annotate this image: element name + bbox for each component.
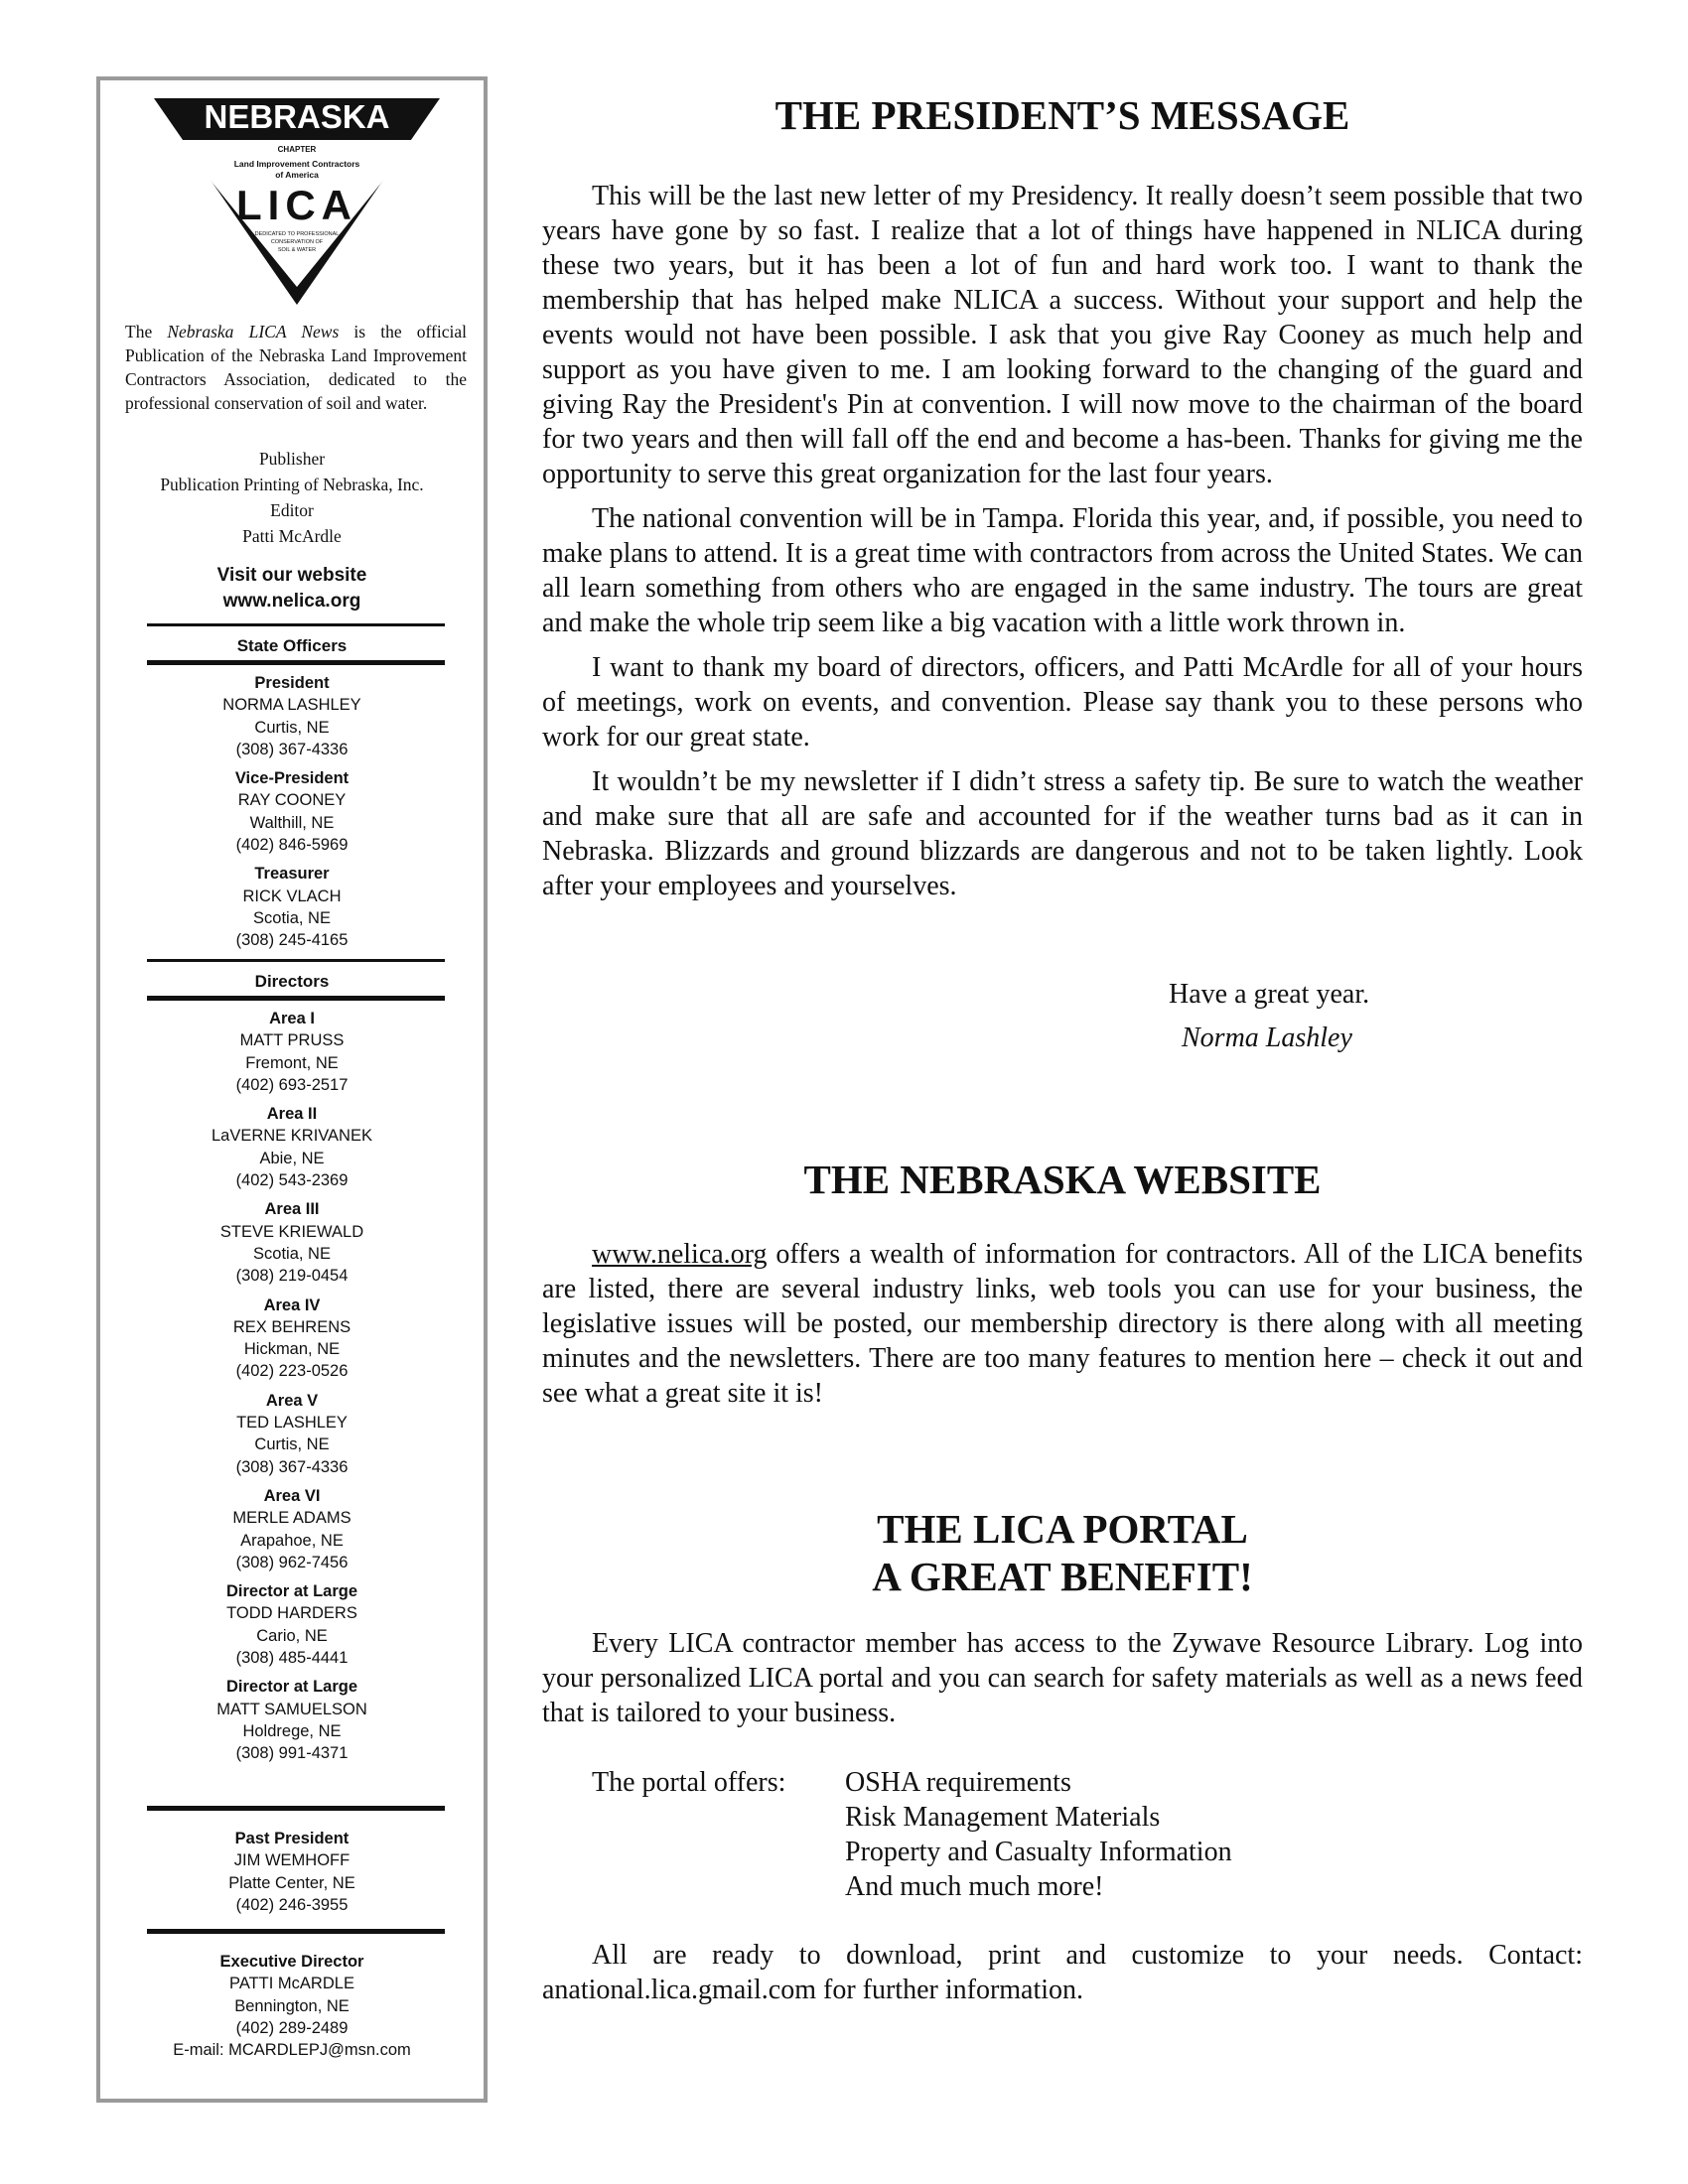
officer-name: REX BEHRENS: [232, 1317, 352, 1336]
past-president-city: Platte Center, NE: [228, 1873, 355, 1892]
divider: [147, 996, 445, 1001]
divider: [147, 1806, 445, 1811]
logo-motto-line2: CONSERVATION OF: [270, 239, 324, 245]
website-link[interactable]: www.nelica.org: [592, 1239, 768, 1270]
nebraska-lica-logo: [148, 92, 446, 313]
portal-closing: [542, 1938, 1583, 2017]
officer-role: Area IV: [263, 1296, 321, 1314]
officer-city: Curtis, NE: [254, 718, 330, 737]
officer-phone: (402) 693-2517: [235, 1075, 349, 1094]
sidebar: [96, 76, 488, 2103]
logo-motto-line3: SOIL & WATER: [277, 247, 317, 253]
executive-director-phone: (402) 289-2489: [235, 2018, 349, 2037]
editor-label: Editor: [270, 500, 314, 520]
past-president-name: JIM WEMHOFF: [233, 1851, 351, 1870]
officer-name: TODD HARDERS: [226, 1604, 357, 1623]
officer-phone: (308) 367-4336: [235, 740, 349, 758]
officer-entry: [100, 1198, 484, 1287]
website-description: offers a wealth of information for contractors. All of the LICA benefits are listed, there are several industry links, web tools you can use for your business, the legislative issues will be posted, our membership directory is there along with all meeting minutes and the newsletters. There are too many features to mention here – check it out and see what a great site it is!: [542, 1239, 1583, 1409]
website-section-title: THE NEBRASKA WEBSITE: [803, 1157, 1322, 1202]
logo-chapter: CHAPTER: [277, 145, 317, 154]
executive-director-city: Bennington, NE: [234, 1996, 350, 2015]
logo-motto-line1: DEDICATED TO PROFESSIONAL: [254, 231, 340, 237]
officer-city: Holdrege, NE: [242, 1721, 342, 1740]
directors-list: [100, 1008, 484, 1772]
publisher-block: [100, 446, 484, 549]
website-block: [100, 563, 484, 614]
executive-director-name: PATTI McARDLE: [229, 1975, 354, 1993]
officer-entry: [100, 767, 484, 856]
officer-name: MERLE ADAMS: [232, 1509, 352, 1528]
officer-phone: (308) 367-4336: [235, 1457, 349, 1476]
portal-title-line1: THE LICA PORTAL: [877, 1506, 1248, 1552]
officer-role: Area I: [269, 1010, 315, 1027]
website-section-body: [542, 1237, 1583, 1421]
officer-phone: (308) 245-4165: [235, 931, 349, 950]
publication-intro: [125, 320, 467, 415]
officer-entry: [100, 1390, 484, 1478]
list-item: Risk Management Materials: [845, 1802, 1161, 1833]
paragraph: All are ready to download, print and customize to your needs. Contact: anational.lica.gmail.com for further information.: [542, 1940, 1583, 2005]
logo-title: NEBRASKA: [204, 98, 390, 135]
executive-director-block: [100, 1951, 484, 2061]
state-officers-list: [100, 672, 484, 959]
officer-role: Area VI: [263, 1486, 321, 1505]
officer-name: LaVERNE KRIVANEK: [211, 1127, 372, 1146]
publisher-label: Publisher: [258, 449, 326, 469]
officer-phone: (402) 846-5969: [235, 836, 349, 855]
paragraph: I want to thank my board of directors, officers, and Patti McArdle for all of your hours of meetings, work on events, and convention. Please say thank you to these persons who work for our great state.: [542, 652, 1583, 752]
divider: [147, 959, 445, 962]
executive-director-email[interactable]: E-mail: MCARDLEPJ@msn.com: [173, 2041, 411, 2060]
officer-role: Area II: [266, 1105, 318, 1124]
officer-phone: (402) 543-2369: [235, 1171, 349, 1190]
officer-name: STEVE KRIEWALD: [219, 1222, 364, 1241]
officer-city: Walthill, NE: [249, 813, 335, 832]
officer-role: Area III: [264, 1200, 320, 1219]
signature: Norma Lashley: [1182, 1023, 1352, 1053]
portal-intro: [542, 1626, 1583, 1740]
officer-city: Scotia, NE: [253, 1244, 331, 1263]
officer-role: Vice-President: [234, 769, 350, 788]
officer-role: President: [254, 674, 330, 692]
president-message-body: [542, 179, 1583, 913]
officer-entry: [100, 1485, 484, 1573]
officer-entry: [100, 1295, 484, 1383]
officer-entry: [100, 1676, 484, 1764]
paragraph: This will be the last new letter of my Presidency. It really doesn’t seem possible that two years have gone by so fast. I realize that a lot of things have happened in NLICA during these two years, but it has been a lot of fun and hard work too. I want to thank the membership that has helped make NLICA a success. Without your support and help the events would not have been possible. I ask that you give Ray Cooney as much help and support as you have given to me. I am looking forward to the changing of the guard and giving Ray the President's Pin at convention. I will now move to the chairman of the board for two years and then will fall off the end and become a has-been. Thanks for giving me the opportunity to serve this great organization for the last four years.: [542, 181, 1583, 489]
paragraph: The national convention will be in Tampa. Florida this year, and, if possible, you need to make plans to attend. It is a great time with contractors from across the United States. We can all learn something from others who are engaged in the same industry. The tours are great and make the whole trip seem like a big vacation with a little work thrown in.: [542, 503, 1583, 638]
officer-phone: (308) 962-7456: [235, 1553, 349, 1571]
officer-entry: [100, 1580, 484, 1669]
officer-role: Director at Large: [225, 1678, 358, 1697]
officer-entry: [100, 1008, 484, 1096]
divider: [147, 1929, 445, 1934]
offers-label: The portal offers:: [592, 1767, 786, 1798]
state-officers-title: State Officers: [236, 636, 348, 655]
divider: [147, 660, 445, 665]
signoff: [1169, 973, 1369, 1060]
past-president-role: Past President: [234, 1830, 350, 1847]
officer-city: Curtis, NE: [254, 1435, 330, 1454]
publisher-name: Publication Printing of Nebraska, Inc.: [160, 475, 424, 494]
officer-phone: (308) 485-4441: [235, 1649, 349, 1668]
editor-name: Patti McArdle: [242, 526, 342, 546]
officer-phone: (308) 219-0454: [235, 1267, 349, 1286]
officer-city: Scotia, NE: [253, 908, 331, 927]
publication-name: Nebraska LICA News: [167, 322, 340, 341]
officer-city: Abie, NE: [259, 1149, 325, 1167]
officer-phone: (402) 223-0526: [235, 1362, 349, 1381]
executive-director-role: Executive Director: [219, 1953, 364, 1971]
officer-city: Fremont, NE: [245, 1053, 339, 1072]
closing-line: Have a great year.: [1169, 979, 1370, 1010]
offers-list: [845, 1765, 1232, 1904]
list-item: OSHA requirements: [845, 1767, 1071, 1798]
logo-org-line2: of America: [275, 170, 319, 180]
logo-org-line1: Land Improvement Contractors: [233, 159, 360, 169]
list-item: Property and Casualty Information: [845, 1837, 1232, 1867]
website-link[interactable]: www.nelica.org: [222, 591, 361, 612]
officer-role: Area V: [265, 1391, 319, 1410]
officer-name: TED LASHLEY: [236, 1414, 348, 1433]
officer-city: Cario, NE: [256, 1626, 328, 1645]
officer-entry: [100, 1103, 484, 1191]
officer-phone: (308) 991-4371: [235, 1744, 349, 1763]
officer-city: Hickman, NE: [243, 1340, 341, 1359]
intro-text: is the official Publication of the Nebraska Land Improvement Contractors Association, dedicated to the professional conservation of soil and water.: [125, 322, 467, 413]
visit-website-label: Visit our website: [216, 565, 367, 586]
divider: [147, 623, 445, 626]
intro-prefix: The: [125, 322, 168, 341]
officer-entry: [100, 863, 484, 951]
directors-title: Directors: [254, 972, 330, 991]
logo-acronym: LICA: [236, 182, 357, 228]
paragraph: Every LICA contractor member has access to the Zywave Resource Library. Log into your personalized LICA portal and you can search for safety materials as well as a news feed that is tailored to your business.: [542, 1628, 1583, 1728]
portal-title-line2: A GREAT BENEFIT!: [872, 1554, 1253, 1599]
officer-name: MATT SAMUELSON: [216, 1700, 367, 1718]
paragraph: It wouldn’t be my newsletter if I didn’t stress a safety tip. Be sure to watch the weather and make sure that all are safe and accounted for if the weather turns bad as it can in Nebraska. Blizzards and ground blizzards are dangerous and not to be taken lightly. Look after your employees and yourselves.: [542, 766, 1583, 901]
list-item: And much much more!: [845, 1871, 1104, 1902]
past-president-block: [100, 1828, 484, 1916]
officer-entry: [100, 672, 484, 760]
past-president-phone: (402) 246-3955: [235, 1895, 349, 1914]
officer-name: RICK VLACH: [242, 887, 342, 905]
officer-role: Director at Large: [225, 1582, 358, 1601]
officer-name: NORMA LASHLEY: [222, 696, 361, 715]
officer-city: Arapahoe, NE: [240, 1531, 344, 1550]
officer-name: RAY COONEY: [237, 791, 347, 810]
officer-role: Treasurer: [254, 865, 330, 884]
officer-name: MATT PRUSS: [239, 1031, 345, 1050]
president-message-title: THE PRESIDENT’S MESSAGE: [774, 92, 1350, 138]
paragraph: [542, 1237, 1583, 1411]
